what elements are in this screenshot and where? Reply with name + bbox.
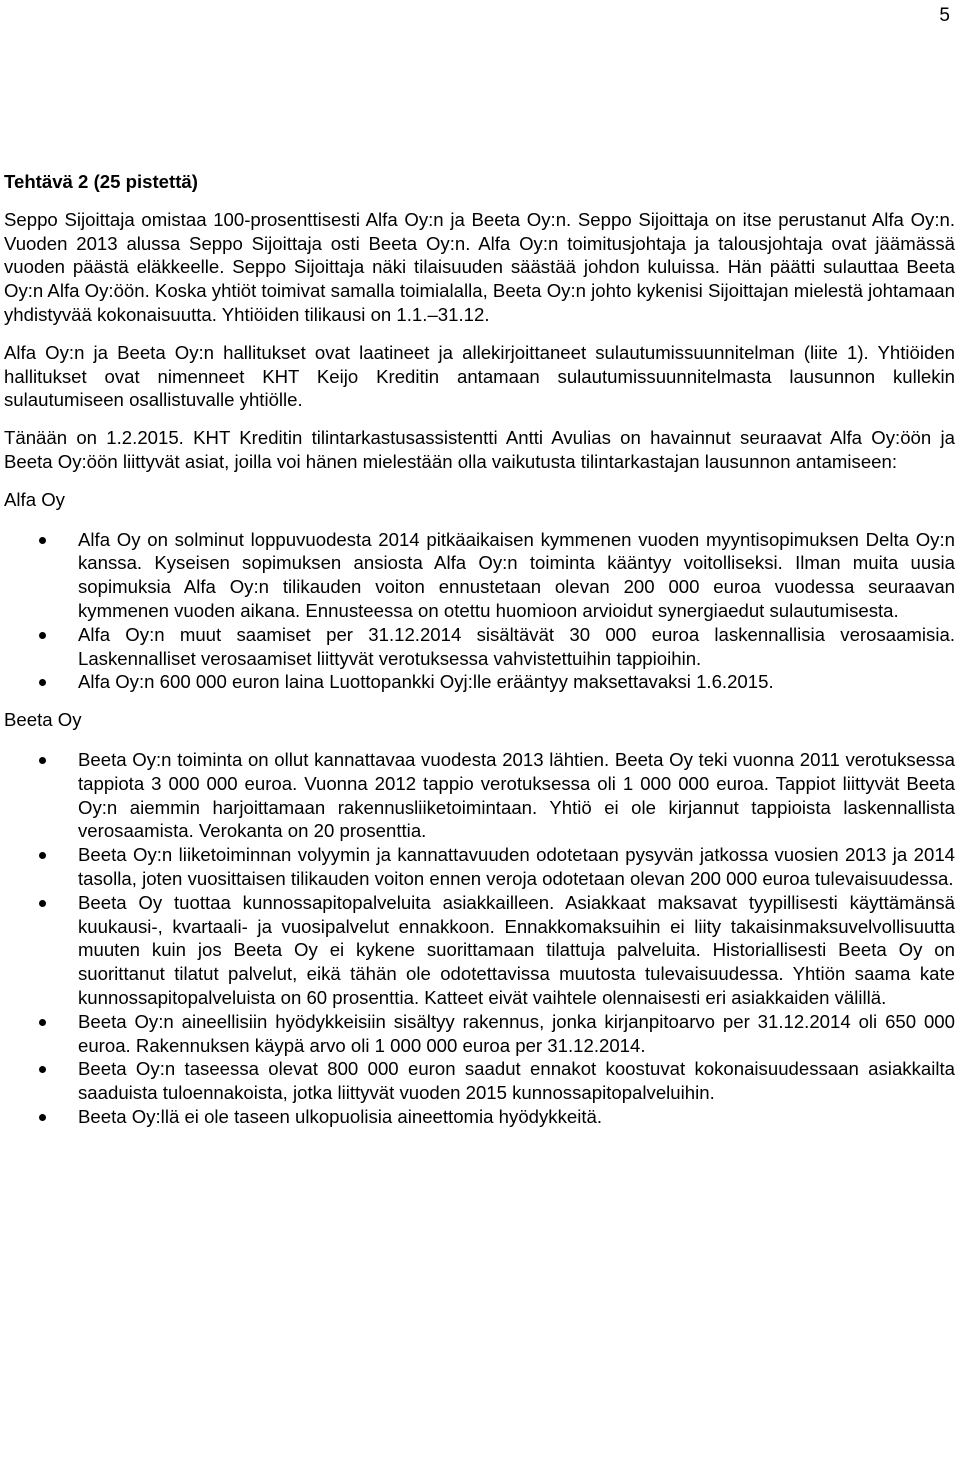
list-item	[4, 528, 955, 623]
bullet-icon	[39, 679, 46, 686]
list-item	[4, 670, 955, 694]
list-item-text: Beeta Oy:n taseessa olevat 800 000 euron saadut ennakot koostuvat kokonaisuudessaan asiakkailta saaduista tuloennakoista, jotka liittyvät vuoden 2015 kunnossapitopalveluihin.	[78, 1058, 955, 1104]
list-item	[4, 891, 955, 1010]
list-item-text: Alfa Oy on solminut loppuvuodesta 2014 pitkäaikaisen kymmenen vuoden myyntisopimuksen Delta Oy:n kanssa. Kyseisen sopimuksen ansiosta Alfa Oy:n toiminta kääntyy voitolliseksi. Ilman muita uusia sopimuksia Alfa Oy:n tilikauden voiton ennustetaan olevan 200 000 euroa vuodessa seuraavan kymmenen vuoden aikana. Ennusteessa on otettu huomioon arvioidut synergiaedut sulautumisesta.	[78, 528, 955, 621]
intro-paragraph: Seppo Sijoittaja omistaa 100-prosenttisesti Alfa Oy:n ja Beeta Oy:n. Seppo Sijoittaja on itse perustanut Alfa Oy:n. Vuoden 2013 alussa Seppo Sijoittaja osti Beeta Oy:n. Alfa Oy:n toimitusjohtaja ja talousjohtaja ovat jäämässä vuoden päästä eläkkeelle. Seppo Sijoittaja näki tilaisuuden säästää johdon kuluissa. Hän päätti sulauttaa Beeta Oy:n Alfa Oy:öön. Koska yhtiöt toimivat samalla toimialalla, Beeta Oy:n johto kykenisi Sijoittajan mielestä johtamaan yhdistyvää kokonaisuutta. Yhtiöiden tilikausi on 1.1.–31.12.	[4, 208, 955, 325]
list-item	[4, 623, 955, 671]
bullet-icon	[39, 632, 46, 639]
list-item	[4, 1057, 955, 1105]
list-item-text: Beeta Oy:n liiketoiminnan volyymin ja kannattavuuden odotetaan pysyvän jatkossa vuosien 2013 ja 2014 tasolla, joten vuosittaisen tilikauden voiton ennen veroja odotetaan olevan 200 000 euroa tulevaisuudessa.	[78, 844, 955, 889]
list-item	[4, 1010, 955, 1058]
list-item-text: Alfa Oy:n muut saamiset per 31.12.2014 sisältävät 30 000 euroa laskennallisia verosaamisia. Laskennalliset verosaamiset liittyvät verotuksessa vahvistettuihin tappioihin.	[78, 623, 955, 669]
bullet-icon	[39, 537, 46, 544]
bullet-icon	[39, 852, 46, 859]
observations-paragraph: Tänään on 1.2.2015. KHT Kreditin tilintarkastusassistentti Antti Avulias on havainnut seuraavat Alfa Oy:öön ja Beeta Oy:öön liittyvät asiat, joilla voi hänen mielestään olla vaikutusta tilintarkastajan lausunnon antamiseen:	[4, 427, 955, 472]
list-item	[4, 1105, 955, 1129]
list-item-text: Beeta Oy:n aineellisiin hyödykkeisiin sisältyy rakennus, jonka kirjanpitoarvo per 31.12.2014 oli 650 000 euroa. Rakennuksen käypä arvo oli 1 000 000 euroa per 31.12.2014.	[78, 1010, 955, 1056]
bullet-icon	[39, 1066, 46, 1073]
list-item-text: Beeta Oy:n toiminta on ollut kannattavaa vuodesta 2013 lähtien. Beeta Oy teki vuonna 2011 verotuksessa tappiota 3 000 000 euroa. Vuonna 2012 tappio verotuksessa oli 1 000 000 euroa. Tappiot liittyvät Beeta Oy:n aiemmin harjoittamaan rakennusliiketoimintaan. Yhtiö ei ole kirjannut tappioista laskennallista verosaamista. Verokanta on 20 prosenttia.	[78, 748, 955, 842]
list-item-text: Beeta Oy:llä ei ole taseen ulkopuolisia aineettomia hyödykkeitä.	[78, 1105, 603, 1127]
merger-plan-paragraph: Alfa Oy:n ja Beeta Oy:n hallitukset ovat laatineet ja allekirjoittaneet sulautumissuunnitelman (liite 1). Yhtiöiden hallitukset ovat nimenneet KHT Keijo Kreditin antamaan sulautumissuunnitelmasta lausunnon kullekin sulautumiseen osallistuvalle yhtiölle.	[4, 341, 955, 411]
list-item-text: Alfa Oy:n 600 000 euron laina Luottopankki Oyj:lle erääntyy maksettavaksi 1.6.2015.	[78, 671, 774, 693]
beeta-heading: Beeta Oy	[4, 709, 82, 731]
list-item	[4, 748, 955, 843]
beeta-bullet-list	[4, 748, 955, 1129]
bullet-icon	[39, 1019, 46, 1026]
list-item	[4, 843, 955, 891]
list-item-text: Beeta Oy tuottaa kunnossapitopalveluita asiakkailleen. Asiakkaat maksavat tyypillisesti käyttämänsä kuukausi-, kvartaali- ja vuosipalvelut ennakkoon. Ennakkomaksuihin ei liity takaisinmaksuvelvollisuutta muuten kuin jos Beeta Oy ei kykene suorittamaan tilattuja palveluita. Historiallisesti Beeta Oy on suorittanut tilatut palvelut, eikä tähän ole odotettavissa muutosta tulevaisuudessa. Yhtiön saama kate kunnossapitopalveluista on 60 prosenttia. Katteet eivät vaihtele olennaisesti eri asiakkaiden välillä.	[78, 891, 955, 1008]
alfa-heading: Alfa Oy	[4, 488, 65, 510]
task-title: Tehtävä 2 (25 pistettä)	[4, 171, 198, 192]
bullet-icon	[39, 900, 46, 907]
page-number: 5	[939, 5, 950, 26]
bullet-icon	[39, 757, 46, 764]
bullet-icon	[39, 1114, 46, 1121]
alfa-bullet-list	[4, 528, 955, 695]
document-body	[4, 170, 955, 1143]
